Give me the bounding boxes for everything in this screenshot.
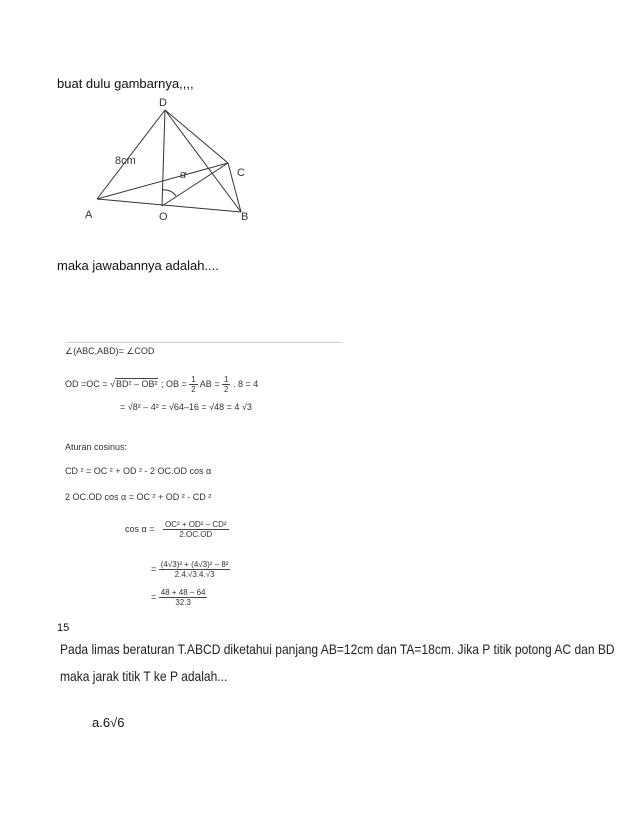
sol-half-frac-2: $\frac{1}{2}$	[224, 375, 229, 394]
sol-ob-result: . 8 = 4	[232, 378, 259, 389]
edge-do	[162, 110, 165, 206]
sol-line-sub: = $\frac{\text{(4√3)² + (4√3)² – 8²}}{2.4.√3.4.√3}$	[151, 560, 229, 579]
edge-oc	[162, 163, 228, 206]
label-b: B	[241, 211, 249, 223]
sol-od-radicand: BD² – OB²	[115, 378, 158, 389]
label-alpha: α	[180, 169, 187, 181]
sol-line-cd: CD ² = OC ² + OD ² - 2 OC.OD cos α	[65, 466, 212, 476]
sol-line-sqrt: = √8² – 4² = √64–16 = √48 = 4 √3	[120, 402, 252, 412]
option-a: a.6√6	[92, 715, 125, 730]
sol-line-2ocod: 2 OC.OD cos α = OC ² + OD ² - CD ²	[65, 492, 212, 502]
label-d: D	[159, 97, 167, 109]
question-line-2: maka jarak titik T ke P adalah...	[60, 668, 228, 684]
sol-sub-frac: $\frac{\text{(4√3)² + (4√3)² – 8²}}{2.4.√3.4.√3}$	[160, 560, 229, 579]
sol-line-cos	[125, 520, 229, 539]
sol-half-frac: $\frac{1}{2}$	[191, 375, 196, 394]
sol-cos-frac: $\frac{\text{OC² + OD² – CD²}}{2.OC.OD}$	[164, 520, 227, 539]
sol-od-left: OD =OC =	[65, 378, 111, 389]
label-c: C	[237, 167, 245, 179]
label-8cm: 8cm	[115, 155, 136, 167]
sol-line-result: = $\frac{48 + 48 - 64}{32.3}$	[151, 588, 206, 607]
sol-line-aturan: Aturan cosinus:	[65, 442, 128, 452]
tetrahedron-diagram	[75, 92, 265, 227]
label-a: A	[85, 209, 93, 221]
question-line-1: Pada limas beraturan T.ABCD diketahui panjang AB=12cm dan TA=18cm. Jika P titik potong AC dan BD	[60, 641, 615, 657]
angle-arc	[162, 190, 176, 196]
label-o: O	[159, 211, 168, 223]
sol-ob-left: ; OB =	[161, 378, 190, 389]
top-rule	[65, 342, 343, 343]
intro-text: buat dulu gambarnya,,,,	[57, 76, 194, 91]
sol-ab: AB =	[199, 378, 222, 389]
answer-intro-text: maka jawabannya adalah....	[57, 258, 219, 273]
sol-result-frac: $\frac{48 + 48 - 64}{32.3}$	[160, 588, 206, 607]
sol-line-od: OD =OC = √BD² – OB² ; OB = $\frac{1}{2}$ AB = $\frac{1}{2}$ . 8 = 4	[65, 375, 259, 394]
sol-cos-left: cos α =	[125, 523, 155, 534]
sol-line-angle: ∠(ABC,ABD)= ∠COD	[65, 346, 155, 356]
edge-dc	[165, 110, 228, 163]
solution-image	[65, 342, 345, 627]
question-number: 15	[57, 622, 70, 634]
